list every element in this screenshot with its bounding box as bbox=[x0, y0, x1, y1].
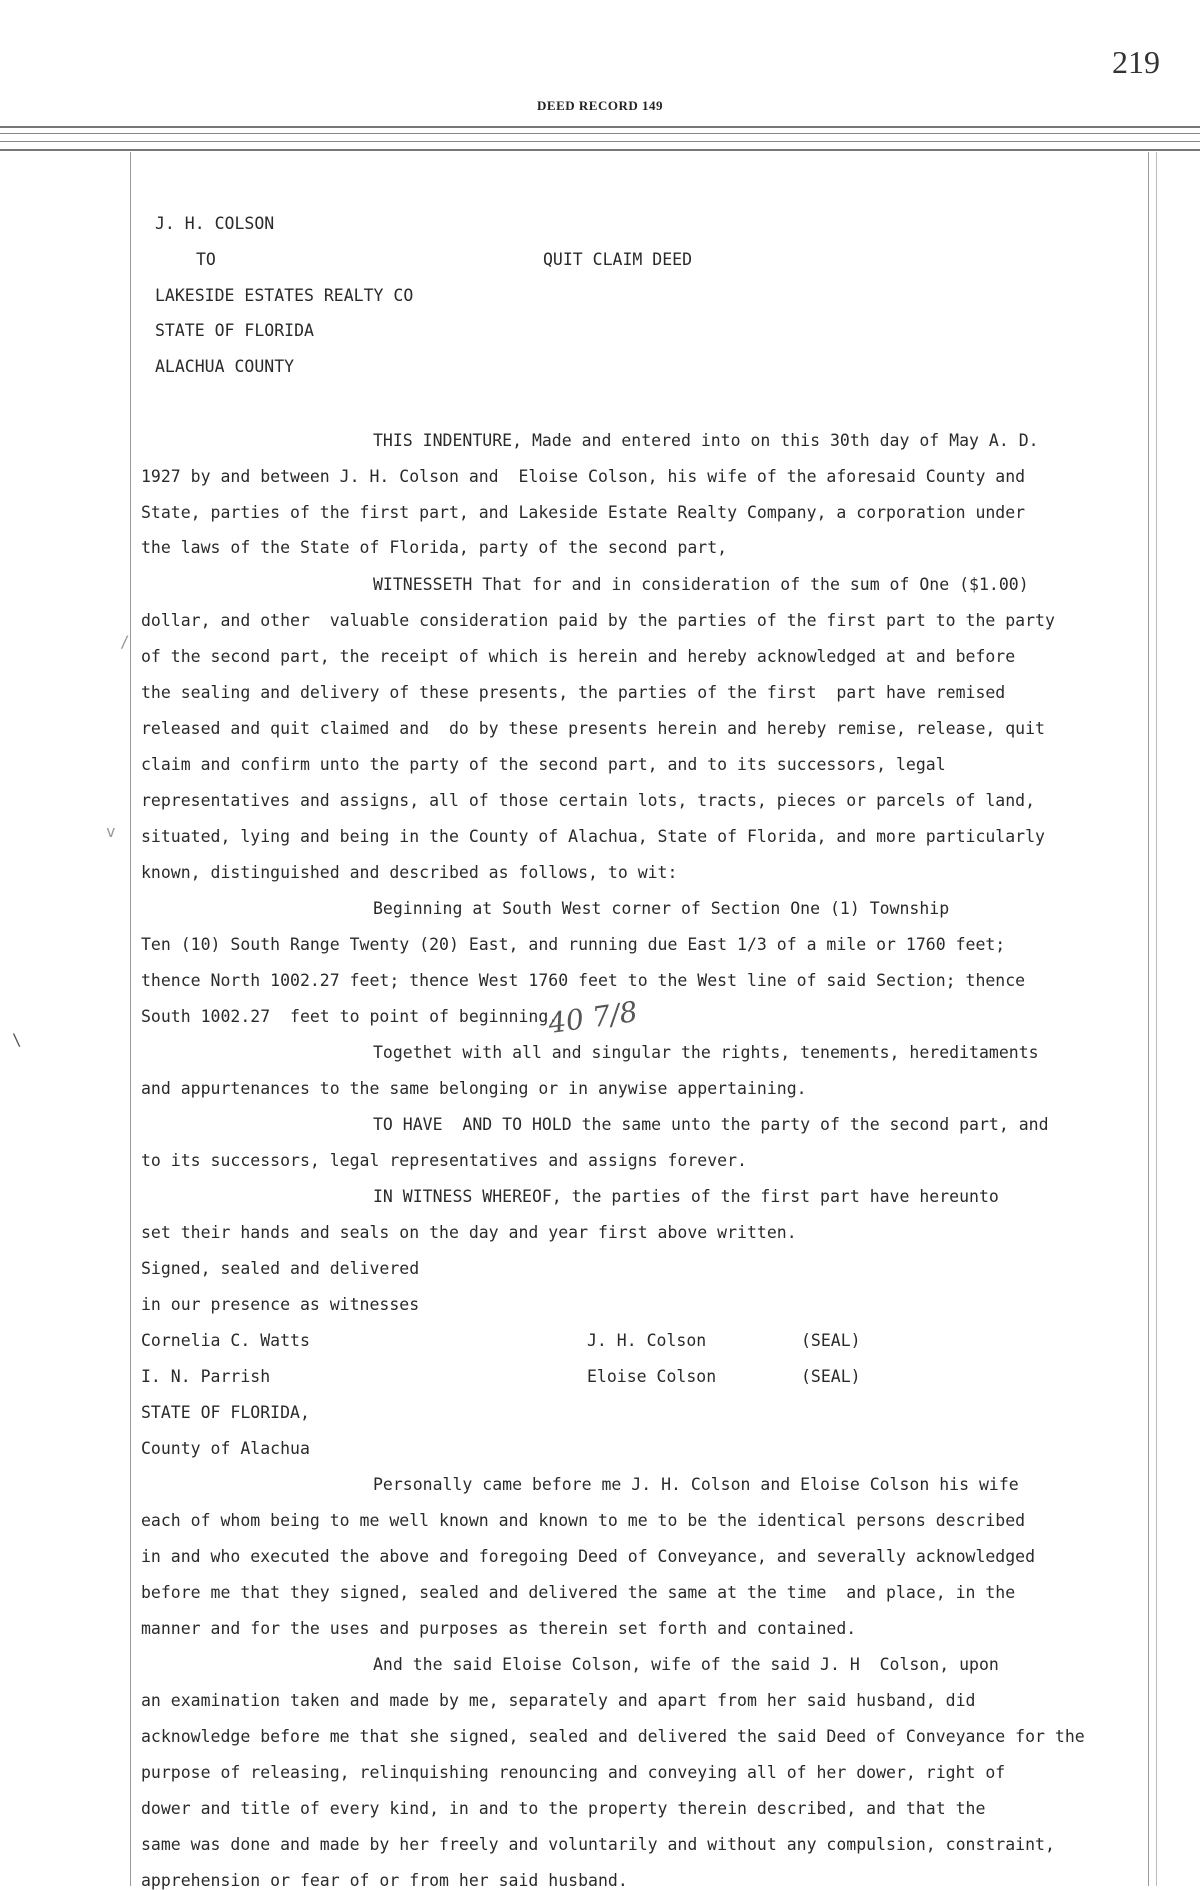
body-line: representatives and assigns, all of those certain lots, tracts, pieces or parcels of land, bbox=[141, 791, 1036, 810]
ack-line: And the said Eloise Colson, wife of the said J. H Colson, upon bbox=[373, 1655, 999, 1674]
body-line: THIS INDENTURE, Made and entered into on this 30th day of May A. D. bbox=[373, 431, 1039, 450]
witness-name: Cornelia C. Watts bbox=[141, 1331, 310, 1350]
signer-name: J. H. Colson bbox=[587, 1331, 707, 1350]
body-line: Signed, sealed and delivered bbox=[141, 1259, 420, 1278]
ack-state: STATE OF FLORIDA, bbox=[141, 1403, 310, 1422]
signer-name: Eloise Colson bbox=[587, 1367, 717, 1386]
header-rule bbox=[0, 126, 1200, 128]
body-line: TO HAVE AND TO HOLD the same unto the party of the second part, and bbox=[373, 1115, 1049, 1134]
body-line: State, parties of the first part, and Lakeside Estate Realty Company, a corporation under bbox=[141, 503, 1026, 522]
left-margin-line bbox=[130, 152, 131, 1886]
grantor: J. H. COLSON bbox=[155, 214, 275, 233]
body-line: claim and confirm unto the party of the second part, and to its successors, legal bbox=[141, 755, 946, 774]
body-line: the laws of the State of Florida, party of the second part, bbox=[141, 538, 728, 557]
body-line: Togethet with all and singular the rights, tenements, hereditaments bbox=[373, 1043, 1039, 1062]
margin-mark: \ bbox=[12, 1030, 22, 1049]
body-line: set their hands and seals on the day and year first above written. bbox=[141, 1223, 797, 1242]
header-rule bbox=[0, 149, 1200, 151]
right-margin-line bbox=[1148, 152, 1149, 1886]
ack-line: apprehension or fear of or from her said husband. bbox=[141, 1871, 628, 1890]
ack-line: acknowledge before me that she signed, sealed and delivered the said Deed of Conveyance for the bbox=[141, 1727, 1085, 1746]
body-line: 1927 by and between J. H. Colson and Eloise Colson, his wife of the aforesaid County and bbox=[141, 467, 1026, 486]
body-line: of the second part, the receipt of which is herein and hereby acknowledged at and before bbox=[141, 647, 1016, 666]
header-rule bbox=[0, 133, 1200, 134]
body-line: dollar, and other valuable consideration paid by the parties of the first part to the party bbox=[141, 611, 1055, 630]
header-rule bbox=[0, 141, 1200, 142]
grantee: LAKESIDE ESTATES REALTY CO bbox=[155, 286, 414, 305]
ack-line: manner and for the uses and purposes as therein set forth and contained. bbox=[141, 1619, 857, 1638]
ack-line: each of whom being to me well known and known to me to be the identical persons described bbox=[141, 1511, 1026, 1530]
body-line: known, distinguished and described as follows, to wit: bbox=[141, 863, 678, 882]
body-line: situated, lying and being in the County of Alachua, State of Florida, and more particularly bbox=[141, 827, 1045, 846]
ack-line: purpose of releasing, relinquishing renouncing and conveying all of her dower, right of bbox=[141, 1763, 1006, 1782]
body-line: the sealing and delivery of these presents, the parties of the first part have remised bbox=[141, 683, 1006, 702]
margin-mark: / bbox=[120, 632, 130, 651]
margin-mark: v bbox=[106, 822, 116, 841]
to-word: TO bbox=[196, 250, 216, 269]
header-state: STATE OF FLORIDA bbox=[155, 321, 314, 340]
body-line: Ten (10) South Range Twenty (20) East, and running due East 1/3 of a mile or 1760 feet; bbox=[141, 935, 1006, 954]
body-line: Beginning at South West corner of Section One (1) Township bbox=[373, 899, 950, 918]
body-line: released and quit claimed and do by these presents herein and hereby remise, release, quit bbox=[141, 719, 1045, 738]
seal-mark: (SEAL) bbox=[801, 1331, 861, 1350]
ack-line: same was done and made by her freely and voluntarily and without any compulsion, constraint, bbox=[141, 1835, 1055, 1854]
right-margin-line bbox=[1156, 152, 1157, 1886]
ack-line: Personally came before me J. H. Colson and Eloise Colson his wife bbox=[373, 1475, 1019, 1494]
ack-line: before me that they signed, sealed and delivered the same at the time and place, in the bbox=[141, 1583, 1016, 1602]
ack-county: County of Alachua bbox=[141, 1439, 310, 1458]
body-line: WITNESSETH That for and in consideration of the sum of One ($1.00) bbox=[373, 575, 1029, 594]
deed-type: QUIT CLAIM DEED bbox=[543, 250, 693, 269]
page-number: 219 bbox=[1112, 44, 1160, 80]
body-line: and appurtenances to the same belonging or in anywise appertaining. bbox=[141, 1079, 807, 1098]
body-line: to its successors, legal representatives and assigns forever. bbox=[141, 1151, 747, 1170]
ack-line: in and who executed the above and foregoing Deed of Conveyance, and severally acknowledged bbox=[141, 1547, 1036, 1566]
header-county: ALACHUA COUNTY bbox=[155, 357, 295, 376]
handwritten-acreage-note: 40 7/8 bbox=[546, 994, 640, 1041]
body-line: South 1002.27 feet to point of beginning. bbox=[141, 1007, 559, 1026]
body-line: thence North 1002.27 feet; thence West 1760 feet to the West line of said Section; thence bbox=[141, 971, 1026, 990]
seal-mark: (SEAL) bbox=[801, 1367, 861, 1386]
ack-line: dower and title of every kind, in and to the property therein described, and that the bbox=[141, 1799, 986, 1818]
ack-line: an examination taken and made by me, separately and apart from her said husband, did bbox=[141, 1691, 976, 1710]
record-title: DEED RECORD 149 bbox=[537, 98, 663, 113]
witness-name: I. N. Parrish bbox=[141, 1367, 271, 1386]
body-line: in our presence as witnesses bbox=[141, 1295, 420, 1314]
body-line: IN WITNESS WHEREOF, the parties of the first part have hereunto bbox=[373, 1187, 999, 1206]
